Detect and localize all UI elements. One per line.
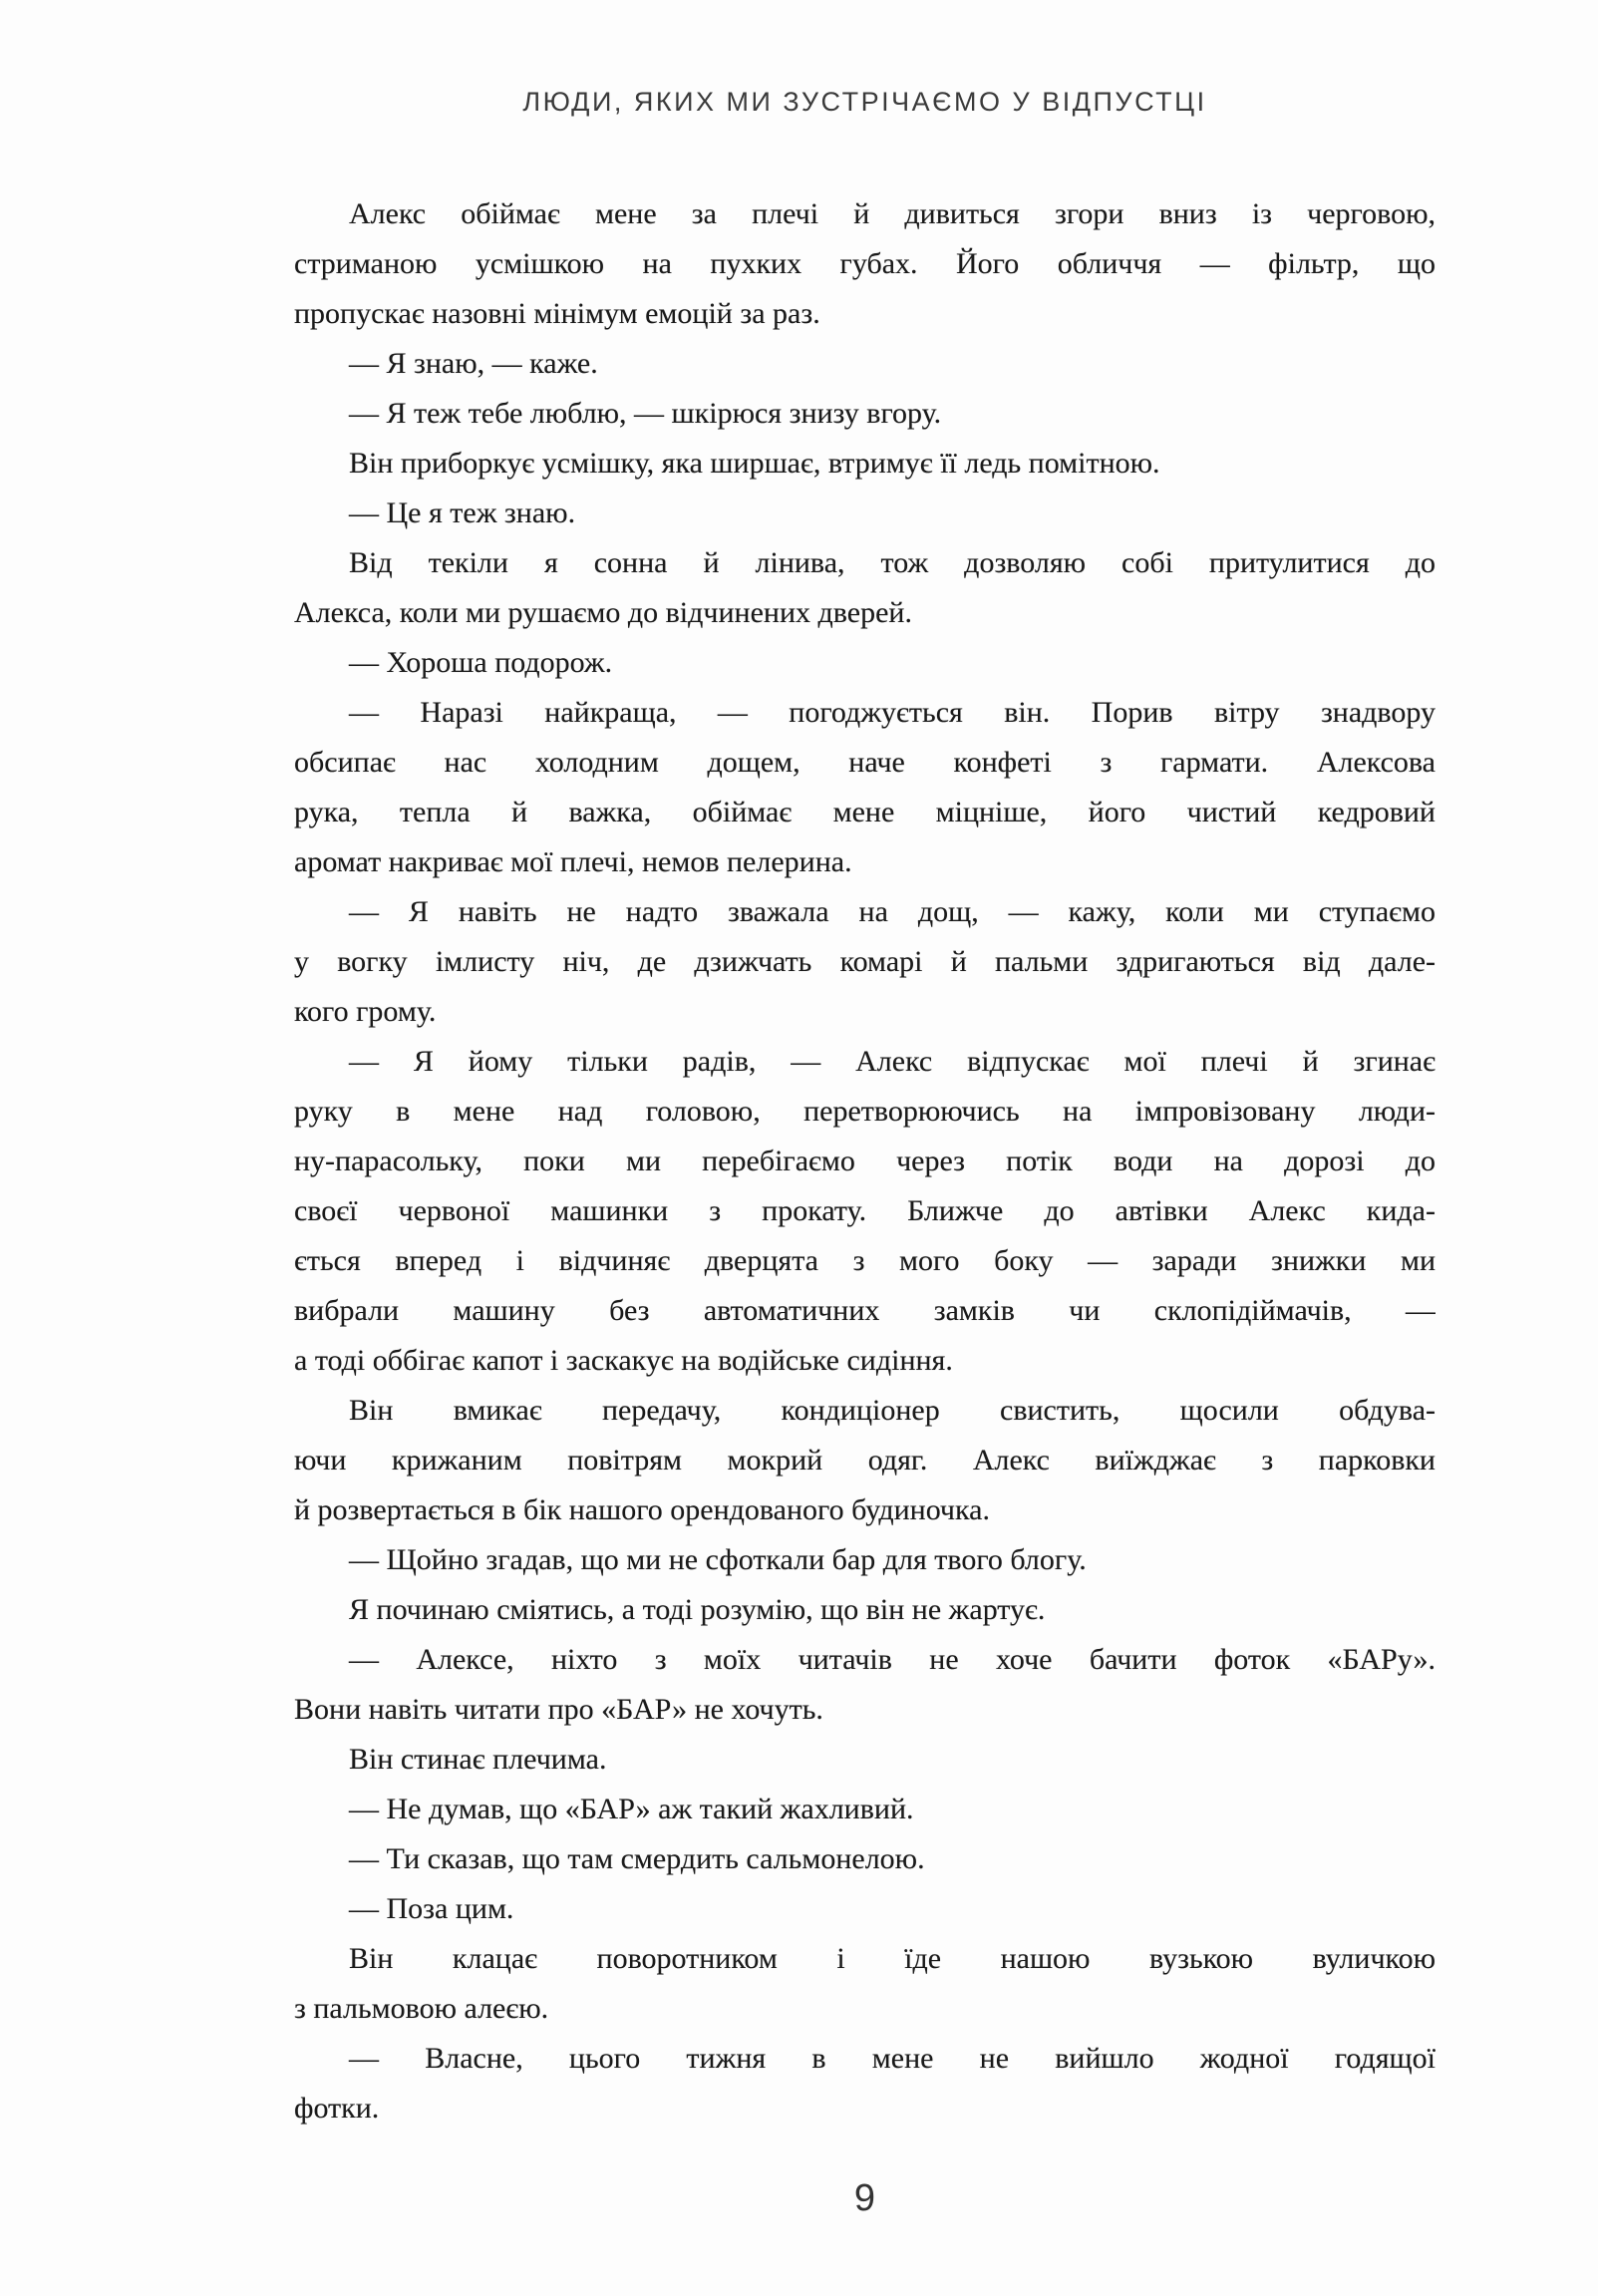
text-line: — Поза цим. — [349, 1892, 514, 1925]
text-line: — Я знаю, — каже. — [349, 347, 598, 380]
text-line: Він стинає плечима. — [349, 1743, 607, 1776]
text-line: ну-парасольку, поки ми перебігаємо через потік води на дорозі до — [294, 1145, 1436, 1177]
text-line: — Я теж тебе люблю, — шкірюся знизу вгору. — [349, 397, 942, 430]
text-line: у вогку імлисту ніч, де дзижчать комарі й пальми здригаються від дале- — [294, 945, 1436, 978]
text-line: обсипає нас холодним дощем, наче конфеті з гармати. Алексова — [294, 746, 1436, 779]
text-line: аромат накриває мої плечі, немов пелерина. — [294, 845, 852, 878]
text-line: Він клацає поворотником і їде нашою вузькою вуличкою — [349, 1942, 1436, 1975]
text-line: ється вперед і відчиняє дверцята з мого боку — заради знижки ми — [294, 1244, 1436, 1277]
text-line: Вони навіть читати про «БАР» не хочуть. — [294, 1693, 823, 1726]
text-line: Алекса, коли ми рушаємо до відчинених дверей. — [294, 596, 912, 629]
text-line: вибрали машину без автоматичних замків чи склопідіймачів, — — [294, 1294, 1436, 1327]
text-line: руку в мене над головою, перетворюючись на імпровізовану люди- — [294, 1095, 1436, 1128]
text-line: — Алексе, ніхто з моїх читачів не хоче бачити фоток «БАРу». — [349, 1643, 1436, 1676]
text-line: Він приборкує усмішку, яка ширшає, втримує її ледь помітною. — [349, 447, 1160, 480]
text-line: а тоді оббігає капот і заскакує на водійське сидіння. — [294, 1344, 953, 1377]
text-line: своєї червоної машинки з прокату. Ближче до автівки Алекс кида- — [294, 1194, 1436, 1227]
text-line: — Щойно згадав, що ми не сфоткали бар для твого блогу. — [349, 1543, 1087, 1576]
text-line: фотки. — [294, 2092, 380, 2125]
text-line: рука, тепла й важка, обіймає мене міцніше, його чистий кедровий — [294, 796, 1436, 828]
text-line: й розвертається в бік нашого орендованого будиночка. — [294, 1493, 990, 1526]
text-line: — Власне, цього тижня в мене не вийшло жодної годящої — [349, 2042, 1436, 2075]
text-line: Він вмикає передачу, кондиціонер свистить, щосили обдува- — [349, 1394, 1436, 1427]
text-line: — Не думав, що «БАР» аж такий жахливий. — [349, 1793, 914, 1825]
text-line: — Хороша подорож. — [349, 646, 613, 679]
running-header: ЛЮДИ, ЯКИХ МИ ЗУСТРІЧАЄМО У ВІДПУСТЦІ — [522, 87, 1207, 117]
page-number: 9 — [853, 2177, 876, 2219]
text-line: Алекс обіймає мене за плечі й дивиться згори вниз із черговою, — [349, 197, 1436, 230]
text-line: — Наразі найкраща, — погоджується він. Порив вітру знадвору — [349, 696, 1436, 729]
text-line: пропускає назовні мінімум емоцій за раз. — [294, 297, 820, 330]
text-line: Від текіли я сонна й лінива, тож дозволяю собі притулитися до — [349, 546, 1436, 579]
text-line: ючи крижаним повітрям мокрий одяг. Алекс виїжджає з парковки — [294, 1444, 1436, 1476]
body-text — [294, 189, 1436, 2133]
text-line: стриманою усмішкою на пухких губах. Його обличчя — фільтр, що — [294, 247, 1436, 280]
text-line: — Я йому тільки радів, — Алекс відпускає мої плечі й згинає — [349, 1045, 1436, 1078]
text-line: — Ти сказав, що там смердить сальмонелою. — [349, 1842, 925, 1875]
text-line: кого грому. — [294, 995, 437, 1028]
text-line: — Я навіть не надто зважала на дощ, — кажу, коли ми ступаємо — [349, 895, 1436, 928]
text-line: Я починаю сміятись, а тоді розумію, що він не жартує. — [349, 1593, 1046, 1626]
text-line: з пальмовою алеєю. — [294, 1992, 549, 2025]
text-line: — Це я теж знаю. — [349, 496, 576, 529]
